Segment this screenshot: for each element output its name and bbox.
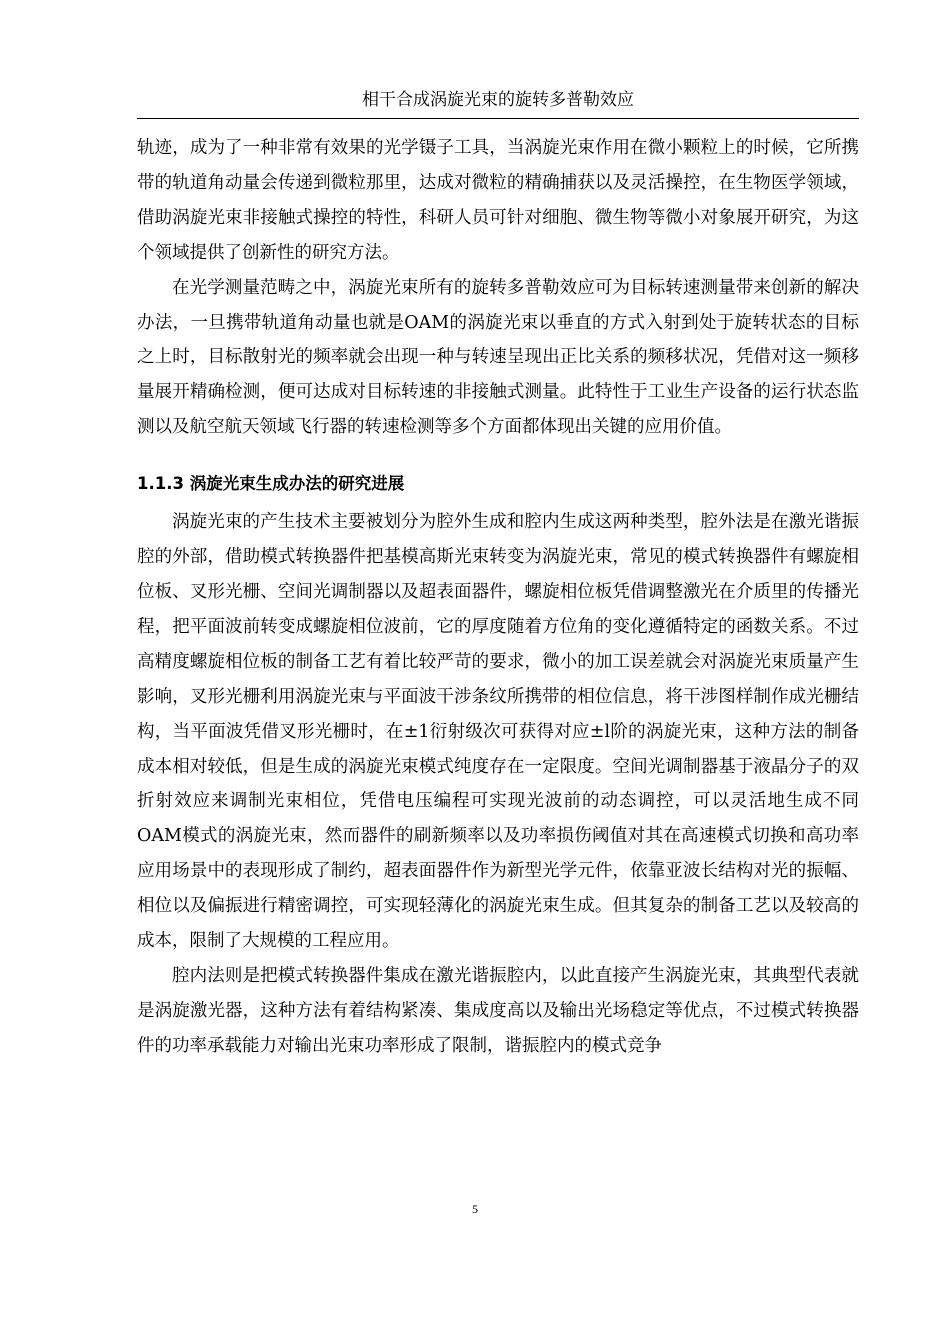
page-body	[137, 131, 859, 1064]
running-header: 相干合成涡旋光束的旋转多普勒效应	[137, 86, 859, 119]
paragraph: 在光学测量范畴之中，涡旋光束所有的旋转多普勒效应可为目标转速测量带来创新的解决办法，一旦携带轨道角动量也就是OAM的涡旋光束以垂直的方式入射到处于旋转状态的目标之上时，目标散射光的频率就会出现一种与转速呈现出正比关系的频移状况，凭借对这一频移量展开精确检测，便可达成对目标转速的非接触式测量。此特性于工业生产设备的运行状态监测以及航空航天领域飞行器的转速检测等多个方面都体现出关键的应用价值。	[137, 277, 859, 438]
paragraph: 涡旋光束的产生技术主要被划分为腔外生成和腔内生成这两种类型，腔外法是在激光谐振腔的外部，借助模式转换器件把基模高斯光束转变为涡旋光束，常见的模式转换器件有螺旋相位板、叉形光栅、空间光调制器以及超表面器件，螺旋相位板凭借调整激光在介质里的传播光程，把平面波前转变成螺旋相位波前，它的厚度随着方位角的变化遵循特定的函数关系。不过高精度螺旋相位板的制备工艺有着比较严苛的要求，微小的加工误差就会对涡旋光束质量产生影响，叉形光栅利用涡旋光束与平面波干涉条纹所携带的相位信息，将干涉图样制作成光栅结构，当平面波凭借叉形光栅时，在±1衍射级次可获得对应±l阶的涡旋光束，这种方法的制备成本相对较低，但是生成的涡旋光束模式纯度存在一定限度。空间光调制器基于液晶分子的双折射效应来调制光束相位，凭借电压编程可实现光波前的动态调控，可以灵活地生成不同OAM模式的涡旋光束，然而器件的刷新频率以及功率损伤阈值对其在高速模式切换和高功率应用场景中的表现形成了制约，超表面器件作为新型光学元件，依靠亚波长结构对光的振幅、相位以及偏振进行精密调控，可实现轻薄化的涡旋光束生成。但其复杂的制备工艺以及较高的成本，限制了大规模的工程应用。	[137, 512, 859, 952]
section-heading: 1.1.3 涡旋光束生成办法的研究进展	[137, 474, 405, 494]
paragraph: 轨迹，成为了一种非常有效果的光学镊子工具，当涡旋光束作用在微小颗粒上的时候，它所携带的轨道角动量会传递到微粒那里，达成对微粒的精确捕获以及灵活操控，在生物医学领域，借助涡旋光束非接触式操控的特性，科研人员可针对细胞、微生物等微小对象展开研究，为这个领域提供了创新性的研究方法。	[137, 138, 859, 263]
paragraph: 腔内法则是把模式转换器件集成在激光谐振腔内，以此直接产生涡旋光束，其典型代表就是涡旋激光器，这种方法有着结构紧凑、集成度高以及输出光场稳定等优点，不过模式转换器件的功率承载能力对输出光束功率形成了限制，谐振腔内的模式竞争	[137, 965, 859, 1056]
page-number: 5	[472, 1202, 478, 1216]
